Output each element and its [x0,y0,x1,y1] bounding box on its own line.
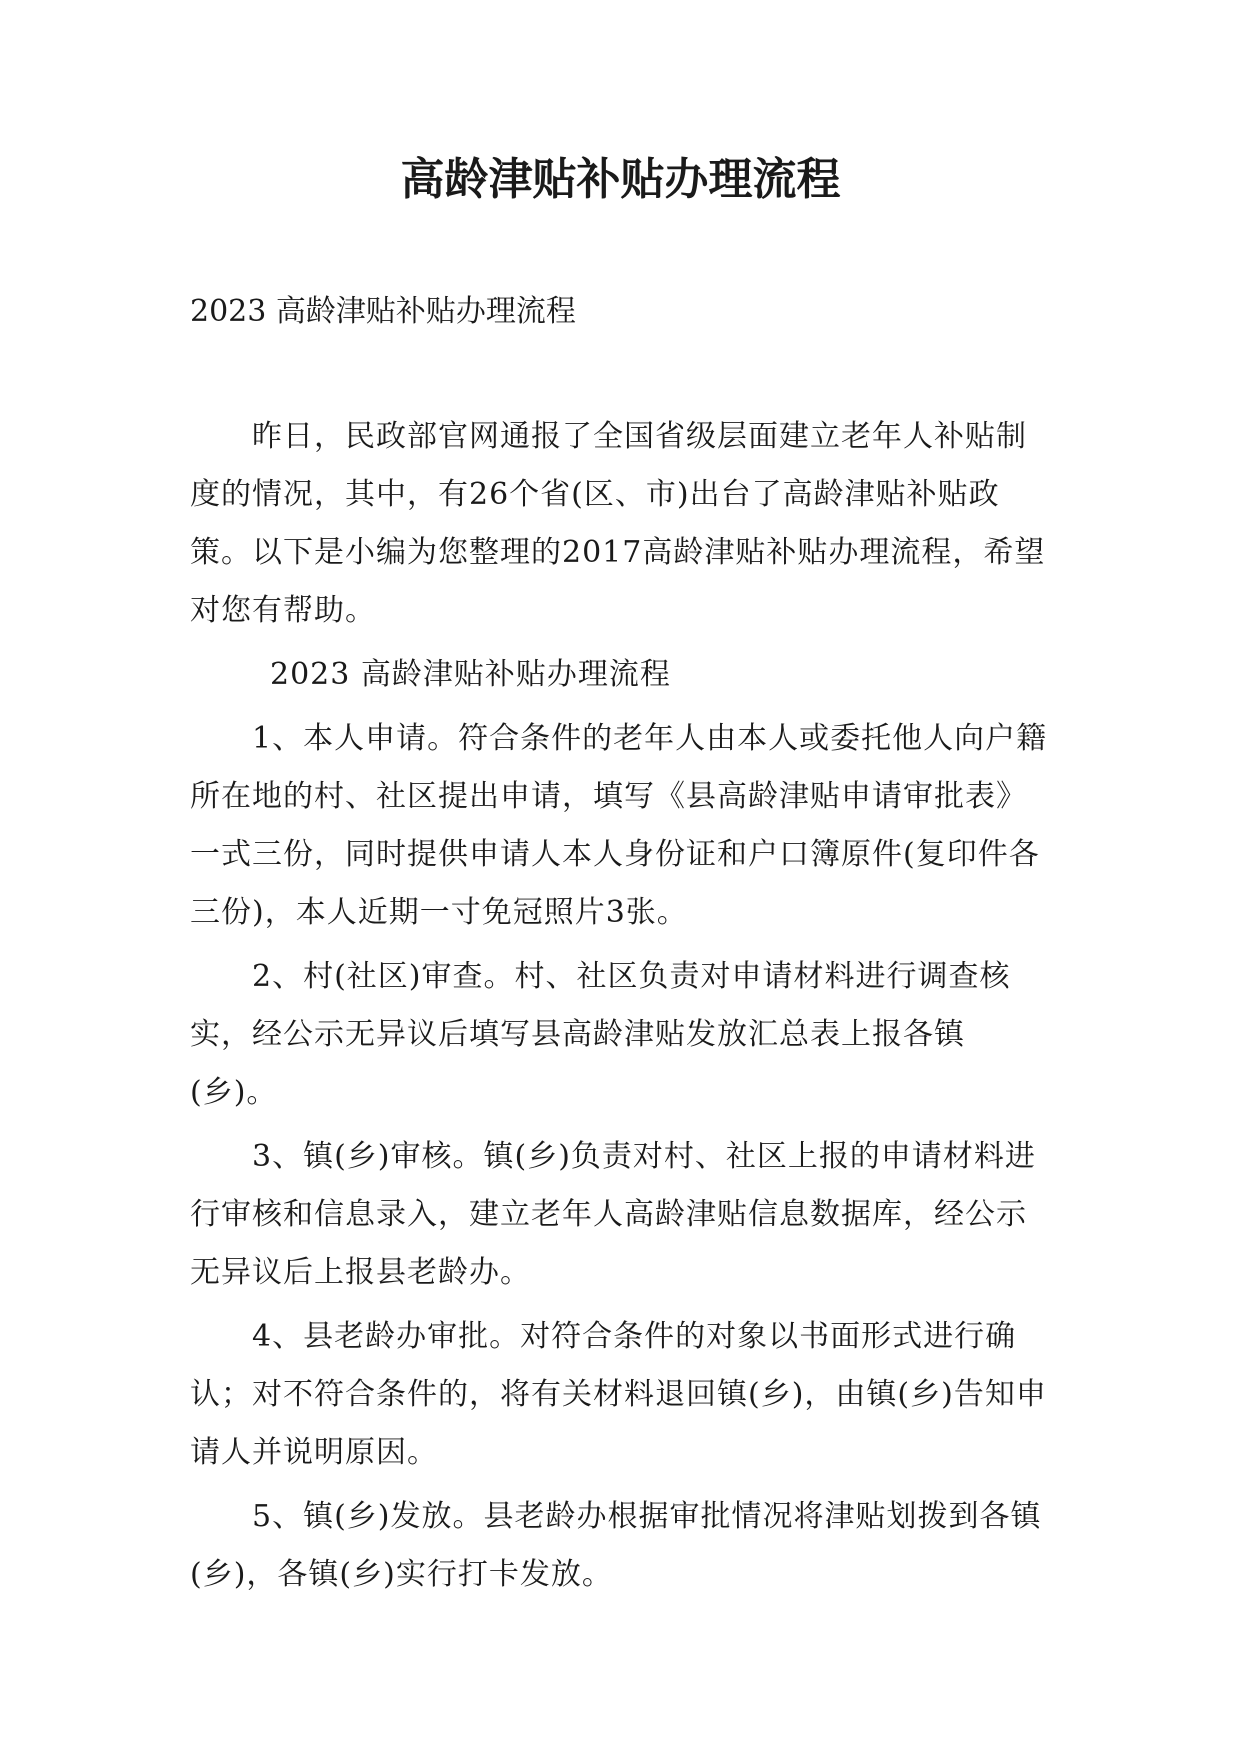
paragraph-step-4: 4、县老龄办审批。对符合条件的对象以书面形式进行确认；对不符合条件的，将有关材料退回镇(乡)，由镇(乡)告知申请人并说明原因。 [190,1319,1047,1470]
paragraph-step-2: 2、村(社区)审查。村、社区负责对申请材料进行调查核实，经公示无异议后填写县高龄津贴发放汇总表上报各镇(乡)。 [190,959,1011,1110]
document-body [190,408,1050,1610]
paragraph-step-1: 1、本人申请。符合条件的老年人由本人或委托他人向户籍所在地的村、社区提出申请，填写《县高龄津贴申请审批表》一式三份，同时提供申请人本人身份证和户口簿原件(复印件各三份)，本人近期一寸免冠照片3张。 [190,721,1048,930]
document-subtitle: 2023 高龄津贴补贴办理流程 [190,294,576,329]
paragraph-step-3: 3、镇(乡)审核。镇(乡)负责对村、社区上报的申请材料进行审核和信息录入，建立老年人高龄津贴信息数据库，经公示无异议后上报县老龄办。 [190,1139,1036,1290]
paragraph-section-heading: 2023 高龄津贴补贴办理流程 [270,657,671,692]
paragraph-intro: 昨日，民政部官网通报了全国省级层面建立老年人补贴制度的情况，其中，有26个省(区、市)出台了高龄津贴补贴政策。以下是小编为您整理的2017高龄津贴补贴办理流程，希望对您有帮助。 [190,419,1046,628]
paragraph-step-5: 5、镇(乡)发放。县老龄办根据审批情况将津贴划拨到各镇(乡)，各镇(乡)实行打卡发放。 [190,1499,1042,1592]
document-title: 高龄津贴补贴办理流程 [400,154,841,205]
